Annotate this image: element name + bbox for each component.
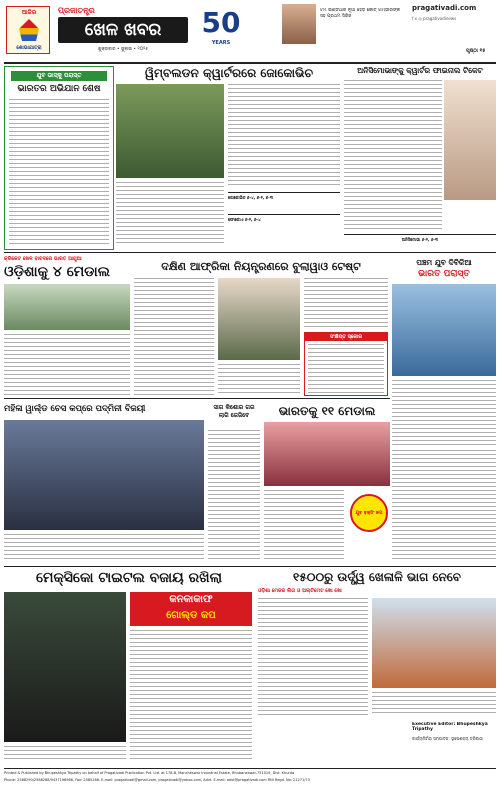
story10-body	[130, 630, 252, 762]
stadium-photo	[372, 598, 496, 688]
story8-body	[208, 430, 260, 562]
score-box-body	[308, 344, 384, 394]
story1-kicker	[11, 71, 107, 81]
issue-date: ଶୁକ୍ରବାର • ଜୁଲାଇ • ୨୦୨୫	[97, 47, 149, 52]
row2-rule	[4, 398, 390, 399]
footer-rule	[4, 768, 496, 769]
story5-body-mid	[218, 364, 300, 396]
story-mexico	[4, 570, 254, 766]
section-title: ଖେଳ ଖବର	[84, 20, 162, 40]
masthead	[0, 0, 500, 60]
story9-headline: ଭାରତକୁ ୧୧ ମେଡାଲ	[278, 404, 376, 418]
story2-body-left	[116, 182, 224, 246]
story11-headline: ୧୫୦୦ରୁ ଉର୍ଦ୍ଧ୍ୱ ଖେଳାଳି ଭାଗ ନେବେ	[293, 570, 461, 584]
story1-body	[9, 99, 109, 245]
story-sag-kishor	[208, 402, 260, 562]
story10-headline: ମେକ୍ସିକୋ ଟାଇଟଲ ବଜାୟ ରଖିଲା	[35, 570, 223, 586]
page-number: ପୃଷ୍ଠା ୧୫	[466, 48, 486, 54]
score-box-title-text: ସଂକ୍ଷିପ୍ତ ସ୍କୋର	[329, 334, 363, 340]
boxing-badge	[350, 494, 388, 532]
story7-body	[4, 534, 204, 562]
executive-editor	[412, 722, 496, 758]
story-odisha-medals	[4, 256, 130, 396]
story-anisimova	[344, 66, 496, 250]
gold-cup-tag	[130, 592, 252, 626]
story11-body	[258, 598, 368, 716]
story-djokovic	[116, 66, 342, 250]
promo-portrait	[282, 4, 316, 44]
site-url[interactable]: pragativadi.com	[412, 4, 477, 12]
story-youth-boxing	[4, 66, 114, 250]
djokovic-photo	[116, 84, 224, 178]
anniversary-number: 50	[201, 6, 241, 39]
story6-body	[392, 380, 496, 446]
story10-caption	[4, 746, 126, 762]
score-djokovic: ଜୋକୋଭିଚ ୬-୪, ୬-୨, ୬-୩	[228, 192, 340, 210]
story6-subhead: ଭାରତ ପରାସ୍ତ	[418, 269, 470, 279]
cricketer-photo	[218, 278, 300, 360]
medal-winners-photo	[4, 284, 130, 330]
chariot-icon	[19, 19, 39, 41]
story2-headline: ୱିମ୍ବଲଡନ କ୍ୱାର୍ଟରରେ ଜୋକୋଭିଚ	[145, 66, 313, 80]
score-anisimova: ଅନିସିମୋଭା ୬-୨, ୬-୩	[344, 234, 496, 246]
score-fokoe: ଫୋକୋଏ ୬-୨, ୬-୪	[228, 214, 340, 232]
chess-photo	[4, 420, 204, 530]
boxing-photo	[264, 422, 390, 486]
story5-headline: ଦକ୍ଷିଣ ଆଫ୍ରିକା ନିୟନ୍ତ୍ରଣରେ ବୁଲାୱାଓ ଟେଷ୍ଟ	[161, 260, 361, 273]
festival-logo	[6, 6, 50, 54]
story6-headline: ପଞ୍ଚମ ଯୁବ ଦିବିକିଆ	[416, 258, 472, 267]
brand-top: ଆଜିର	[21, 9, 37, 16]
promo-text: ଟିମ ଇଣ୍ଡିଆର ନୂଆ ହେଡ଼ କୋଚ୍ ଗମ୍ଭୀରଙ୍କ ସହ ପ୍ରଥମ ସିରିଜ	[320, 8, 400, 19]
story8-headline: ସାଗ କିଶୋର ଗର ଲାଗି ଜେଜିବେ	[213, 404, 255, 419]
story6-continued	[392, 450, 496, 562]
story11-kicker: ଓଡ଼ିଶା ମେଜର ଲିଗ ଓ ଅଲ୍ଟିମେଟ ଖୋ ଖୋ	[258, 588, 342, 594]
imprint-line-1: Printed & Published by Bhupeshkya Tripathy on behalf of Pragativadi Publication Pvt. Ltd. at 178-B, Mancheswar Industrial Estate, Bhubaneswar-751010, Dist. Khurda	[4, 771, 295, 775]
story1-kicker-text: ଯୁବ ଭାସ୍କୁ ପରାସ୍ତ	[36, 72, 82, 79]
tag1-text: କନକାକାଫ	[169, 594, 213, 605]
batter-photo	[392, 284, 496, 376]
tag2-text: ଗୋଲ୍ଡ କପ	[166, 610, 216, 621]
editor-or: କାର୍ଯ୍ୟନିର୍ବାହୀ ସମ୍ପାଦକ: ଭୂପେଶକ୍ୟ ତ୍ରିପାଠୀ	[412, 736, 484, 741]
badge-text: ଯୁବ ବକ୍ସିଂ କପ	[355, 511, 383, 516]
editor-en: Executive Editor: Bhupeshkya Tripathy	[412, 722, 488, 732]
masthead-rule	[4, 62, 496, 64]
story-youth-odi	[392, 256, 496, 446]
anniversary-sub: YEARS	[211, 40, 231, 46]
row3-rule	[4, 566, 496, 567]
story11-body-right	[372, 692, 496, 716]
story7-headline: ମହିଳା ୱାର୍ଲ୍ଡ ଚେସ କପ୍‌ରେ ପଦ୍ମିନୀ ବିଜୟୀ	[4, 404, 146, 414]
story4-body	[4, 334, 130, 396]
story5-body-left	[134, 278, 214, 396]
brand-mid: ଶୋଭାଯାତ୍ରା	[16, 45, 42, 51]
story1-headline: ଭାରତର ଅଭିଯାନ ଶେଷ	[17, 84, 101, 94]
score-box-title	[305, 333, 387, 341]
mexico-celebration-photo	[4, 592, 126, 742]
row1-rule	[4, 252, 496, 253]
story5-body-right	[304, 278, 388, 328]
anisimova-photo	[444, 80, 496, 200]
story4-headline: ଓଡ଼ିଶାକୁ ୪ ମେଡାଲ	[4, 264, 110, 280]
story2-body-right	[228, 84, 340, 188]
story-boxing-medals	[264, 402, 390, 562]
story4-kicker: କ୍ରିକେଟ ଖେଳ ବାବଦରେ ଭାରତ ଆଗୁଆ	[4, 256, 82, 262]
paper-name: ପ୍ରଜାତନ୍ତ୍ର	[58, 6, 95, 15]
story-chess	[4, 402, 204, 562]
story-bulawayo-test	[134, 256, 388, 396]
section-banner	[58, 17, 188, 43]
anniversary-logo	[196, 6, 246, 54]
story-khokho	[258, 570, 496, 716]
imprint-line-2: Phone: 2588290/2588288/9437196966, Fax: 2585286, E-mail: pragativadi@gmail.com, pragativadi@yahoo.com, Advt. E-mail: advt@pragativadi.com RNI Regd. No: 21271/73	[4, 778, 310, 782]
story9-body	[264, 490, 344, 562]
social-handles[interactable]: f x ◎ pragativadinews	[412, 16, 457, 21]
story3-headline: ଅନିସିମୋଭାଙ୍କୁ କ୍ୱାର୍ଟର ଫାଇନାଲ ଟିକେଟ	[357, 66, 483, 75]
score-box	[304, 332, 388, 396]
story3-body	[344, 80, 442, 230]
